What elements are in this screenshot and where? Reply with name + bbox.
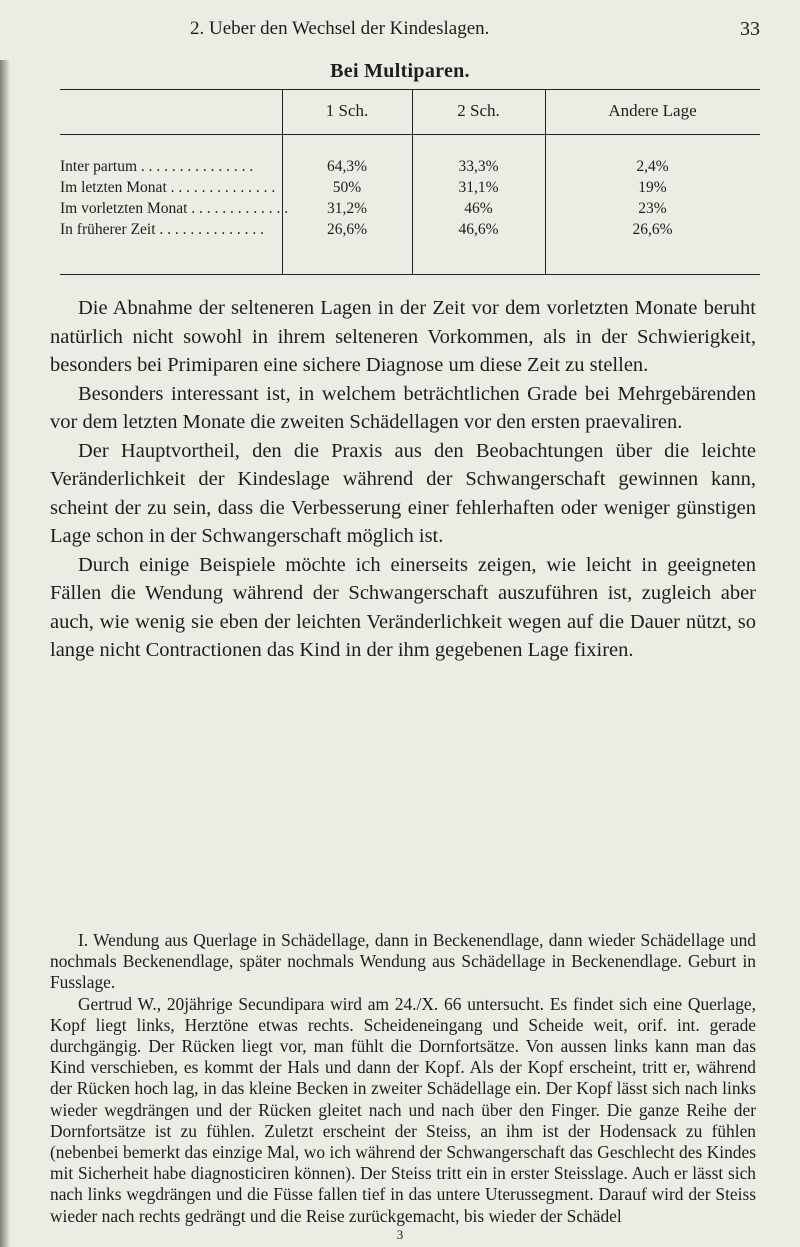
table-cell: 2,4% — [636, 158, 669, 175]
case-body: Gertrud W., 20jährige Secundipara wird am 24./X. 66 untersucht. Es findet sich eine Querlage, Kopf liegt links, Herztöne etwas rechts. Scheideneingang und Scheide weit, orif. int. gerade durchgängig. Der Rücken liegt vor, man fühlt die Dornfortsätze. Von aussen links kann man das Kind verschieben, es kommt der Hals und dann der Kopf. Als der Kopf erscheint, tritt er, während der Rücken hoch lag, in das kleine Becken in zweiter Schädellage ein. Der Kopf lässt sich nach links wieder wegdrängen und der Rücken gleitet nach und nach über den Finger. Die ganze Reihe der Dornfortsätze ist zu fühlen. Zuletzt erscheint der Steiss, an ihm ist der Hodensack zu fühlen (nebenbei bemerkt das einzige Mal, wo ich während der Schwangerschaft das Geschlecht des Kindes mit Sicherheit habe diagnosticiren können). Der Steiss tritt ein in erster Steisslage. Auch er lässt sich nach links wegdrängen und die Füsse fallen tief in das untere Uterussegment. Darauf wird der Steiss wieder nach rechts gedrängt und die Reise zurückgemacht, bis wieder der Schädel — [50, 993, 756, 1226]
column-header: 1 Sch. — [325, 101, 369, 120]
body-text — [50, 294, 756, 665]
table-cell: 26,6% — [632, 221, 673, 238]
signature-mark: 3 — [396, 1227, 404, 1242]
table-top-rule — [60, 89, 760, 90]
case-heading: I. Wendung aus Querlage in Schädellage, dann in Beckenendlage, dann wieder Schädellage und nochmals Beckenendlage, später nochmals Wendung aus Schädellage in Beckenendlage. Geburt in Fusslage. — [50, 930, 756, 993]
paragraph: Der Hauptvortheil, den die Praxis aus den Beobachtungen über die leichte Veränderlichkeit der Kindeslage während der Schwangerschaft gewinnen kann, scheint der zu sein, dass die Verbesserung einer fehlerhaften oder weniger günstigen Lage schon in der Schwangerschaft möglich ist. — [50, 439, 756, 547]
row-label: Inter partum . . . . . . . . . . . . . . . — [60, 158, 254, 175]
table-cell: 33,3% — [458, 158, 499, 175]
running-header — [190, 18, 760, 44]
column-header: 2 Sch. — [457, 101, 500, 120]
running-title: 2. Ueber den Wechsel der Kindeslagen. — [190, 18, 490, 39]
table-cell: 64,3% — [326, 158, 368, 175]
paragraph: Besonders interessant ist, in welchem beträchtlichen Grade bei Mehrgebärenden vor dem letzten Monate die zweiten Schädellagen vor den ersten praevaliren. — [50, 382, 756, 433]
row-label: In früherer Zeit . . . . . . . . . . . . . . — [60, 221, 265, 238]
table-cell: 31,1% — [458, 179, 499, 196]
table-header-rule — [60, 134, 760, 135]
table-cell: 46% — [464, 200, 493, 217]
row-label: Im letzten Monat . . . . . . . . . . . . . . — [60, 179, 276, 196]
table-cell: 31,2% — [326, 200, 368, 217]
statistics-table — [60, 89, 760, 275]
column-header: Andere Lage — [608, 101, 697, 120]
case-report — [50, 930, 756, 1227]
page-edge-shadow — [0, 60, 10, 1247]
table-cell: 23% — [638, 200, 667, 217]
row-label: Im vorletzten Monat . . . . . . . . . . . . . — [60, 200, 289, 217]
table-bottom-rule — [60, 274, 760, 275]
table-cell: 50% — [332, 179, 362, 196]
table-cell: 26,6% — [326, 221, 368, 238]
page-number: 33 — [740, 18, 760, 40]
table-cell: 46,6% — [458, 221, 499, 238]
paragraph: Durch einige Beispiele möchte ich einerseits zeigen, wie leicht in geeigneten Fällen die Wendung während der Schwangerschaft auszuführen ist, zugleich aber auch, wie wenig sie eben der leichten Veränderlichkeit wegen auf die Dauer nützt, so lange nicht Contractionen das Kind in der ihm gegebenen Lage fixiren. — [50, 553, 756, 661]
table-cell: 19% — [638, 179, 667, 196]
section-title: Bei Multiparen. — [330, 60, 470, 82]
paragraph: Die Abnahme der selteneren Lagen in der Zeit vor dem vorletzten Monate beruht natürlich nicht sowohl in ihrem selteneren Vorkommen, als in der Schwierigkeit, besonders bei Primiparen eine sichere Diagnose um diese Zeit zu stellen. — [50, 297, 756, 376]
